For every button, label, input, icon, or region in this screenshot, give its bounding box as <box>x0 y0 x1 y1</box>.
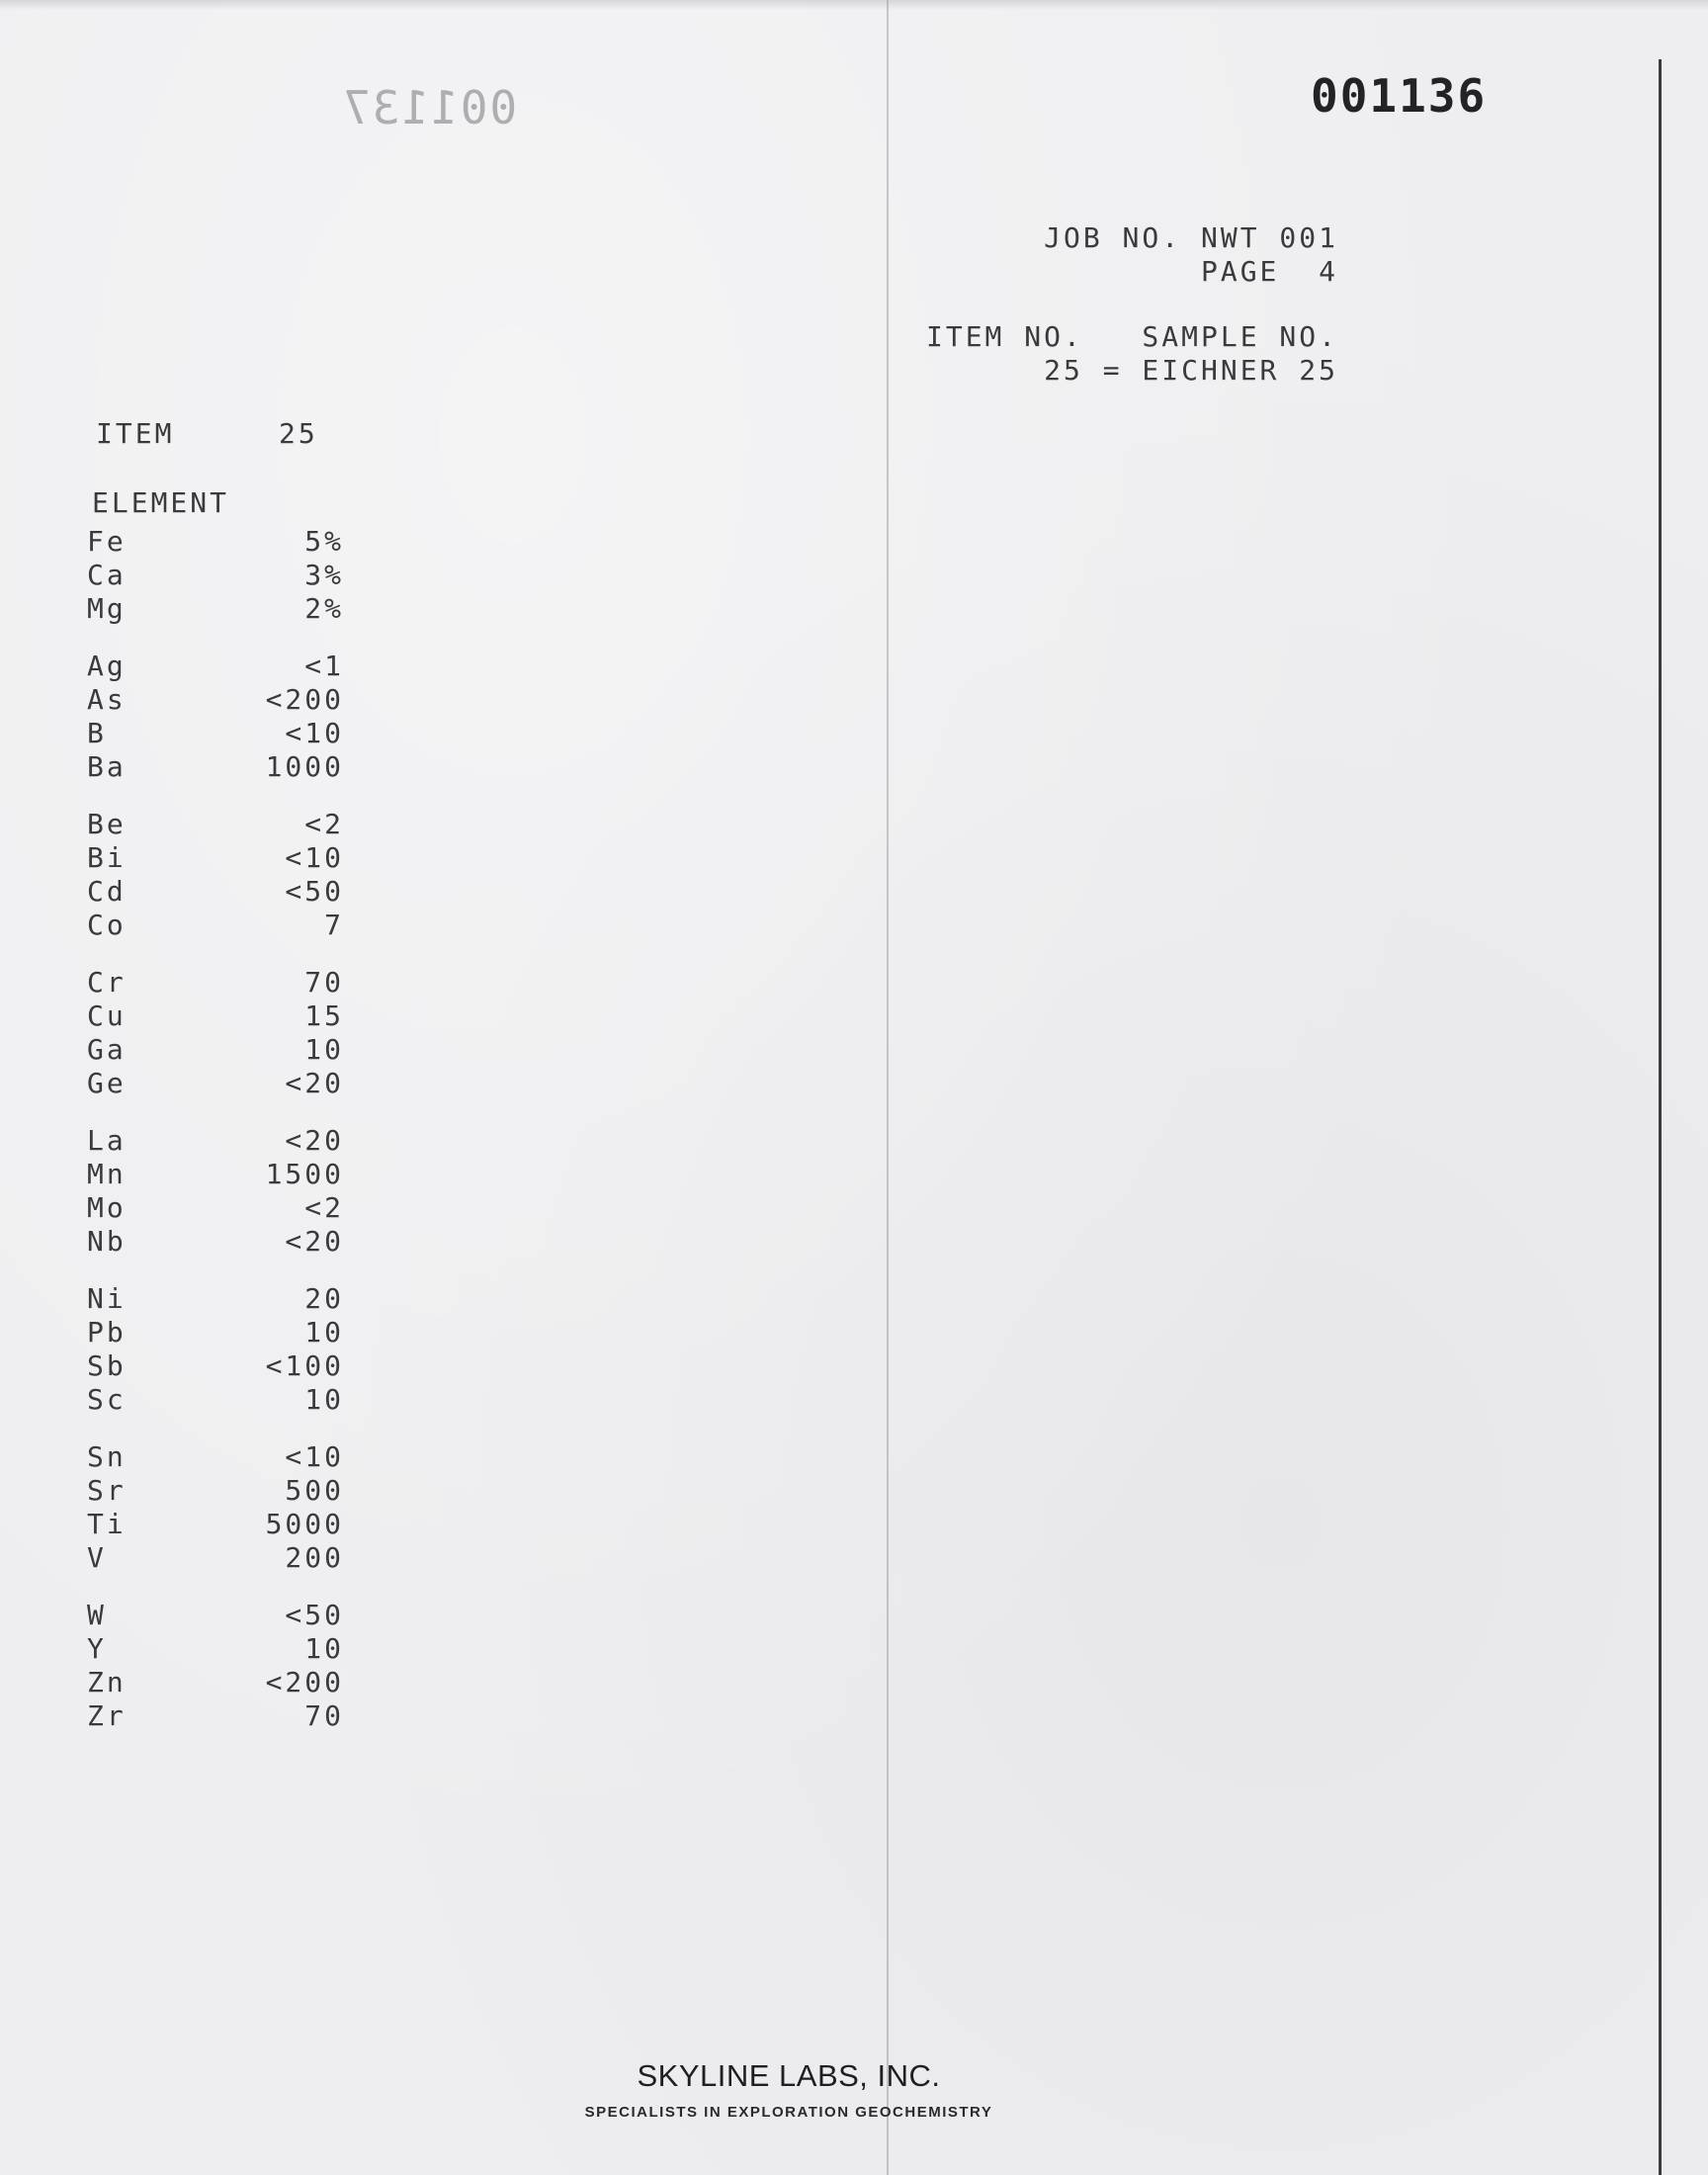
element-row <box>87 840 344 874</box>
element-row <box>87 874 344 908</box>
company-name: SKYLINE LABS, INC. <box>637 2058 941 2093</box>
element-heading: ELEMENT <box>92 486 230 519</box>
element-row <box>87 1473 344 1507</box>
element-row <box>87 1032 344 1066</box>
element-symbol: Ti <box>87 1507 127 1540</box>
element-value: 15 <box>304 999 344 1032</box>
element-row <box>87 1190 344 1224</box>
element-value: 1000 <box>265 749 344 783</box>
element-group <box>87 1123 344 1258</box>
element-row <box>87 1507 344 1540</box>
element-value: 20 <box>304 1281 344 1315</box>
element-symbol: Y <box>87 1631 107 1665</box>
element-symbol: Ba <box>87 749 127 783</box>
element-row <box>87 1631 344 1665</box>
element-symbol: V <box>87 1540 107 1574</box>
element-row <box>87 1665 344 1698</box>
element-group <box>87 965 344 1099</box>
page-label: PAGE 4 <box>1200 255 1338 288</box>
element-symbol: Co <box>87 908 127 941</box>
element-row <box>87 682 344 716</box>
element-value: <100 <box>265 1348 344 1382</box>
element-value: <10 <box>285 1439 344 1473</box>
element-row <box>87 1281 344 1315</box>
element-row <box>87 908 344 941</box>
item-sample-value: 25 = EICHNER 25 <box>1044 354 1338 387</box>
element-value: <50 <box>285 874 344 908</box>
element-value: <200 <box>265 1665 344 1698</box>
element-row <box>87 1698 344 1732</box>
element-value: 10 <box>304 1315 344 1348</box>
element-row <box>87 1157 344 1190</box>
item-label: ITEM <box>96 417 175 450</box>
element-value: 5% <box>304 524 344 558</box>
element-row <box>87 749 344 783</box>
element-row <box>87 1123 344 1157</box>
page-top-edge <box>0 0 1708 10</box>
element-symbol: Ga <box>87 1032 127 1066</box>
element-row <box>87 1348 344 1382</box>
element-value: 1500 <box>265 1157 344 1190</box>
element-group <box>87 1439 344 1574</box>
element-row <box>87 591 344 625</box>
page-right-edge <box>1659 59 1662 2175</box>
element-value: 5000 <box>265 1507 344 1540</box>
element-row <box>87 716 344 749</box>
element-symbol: Ag <box>87 649 127 682</box>
element-value: <20 <box>285 1066 344 1099</box>
element-row <box>87 965 344 999</box>
ghost-page-number: 001137 <box>341 81 518 134</box>
element-row <box>87 1540 344 1574</box>
element-row <box>87 1598 344 1631</box>
element-symbol: Zr <box>87 1698 127 1732</box>
element-group <box>87 649 344 783</box>
element-symbol: Sn <box>87 1439 127 1473</box>
element-value: <2 <box>304 1190 344 1224</box>
element-symbol: Sb <box>87 1348 127 1382</box>
element-row <box>87 1224 344 1258</box>
element-value: 10 <box>304 1032 344 1066</box>
element-value: 10 <box>304 1631 344 1665</box>
element-row <box>87 807 344 840</box>
element-row <box>87 1382 344 1416</box>
element-value: <20 <box>285 1224 344 1258</box>
element-symbol: Cd <box>87 874 127 908</box>
element-value: 2% <box>304 591 344 625</box>
fold-line <box>887 0 889 2175</box>
element-value: 7 <box>324 908 344 941</box>
element-value: 200 <box>285 1540 344 1574</box>
element-symbol: Cu <box>87 999 127 1032</box>
element-value: 70 <box>304 1698 344 1732</box>
element-row <box>87 999 344 1032</box>
element-symbol: Ge <box>87 1066 127 1099</box>
element-row <box>87 1066 344 1099</box>
element-value: 10 <box>304 1382 344 1416</box>
element-symbol: Sc <box>87 1382 127 1416</box>
element-symbol: Ni <box>87 1281 127 1315</box>
element-value: 500 <box>285 1473 344 1507</box>
element-symbol: Mo <box>87 1190 127 1224</box>
element-group <box>87 1281 344 1416</box>
element-group <box>87 1598 344 1732</box>
element-value: <1 <box>304 649 344 682</box>
element-row <box>87 558 344 591</box>
element-symbol: B <box>87 716 107 749</box>
element-symbol: Sr <box>87 1473 127 1507</box>
page-number-stamp: 001136 <box>1311 69 1488 123</box>
element-symbol: Nb <box>87 1224 127 1258</box>
element-value: 70 <box>304 965 344 999</box>
element-symbol: Ca <box>87 558 127 591</box>
element-symbol: Be <box>87 807 127 840</box>
element-row <box>87 649 344 682</box>
element-symbol: Cr <box>87 965 127 999</box>
element-value: 3% <box>304 558 344 591</box>
element-symbol: Fe <box>87 524 127 558</box>
element-value: <200 <box>265 682 344 716</box>
element-symbol: La <box>87 1123 127 1157</box>
element-value: <10 <box>285 716 344 749</box>
company-tagline: SPECIALISTS IN EXPLORATION GEOCHEMISTRY <box>584 2104 993 2121</box>
item-value: 25 <box>279 417 318 450</box>
element-value: <2 <box>304 807 344 840</box>
element-symbol: Mg <box>87 591 127 625</box>
element-group <box>87 807 344 941</box>
element-symbol: Zn <box>87 1665 127 1698</box>
element-symbol: Pb <box>87 1315 127 1348</box>
element-symbol: As <box>87 682 127 716</box>
element-row <box>87 1315 344 1348</box>
element-value: <50 <box>285 1598 344 1631</box>
job-number: JOB NO. NWT 001 <box>1044 221 1338 254</box>
item-sample-heading: ITEM NO. SAMPLE NO. <box>925 320 1338 353</box>
element-row <box>87 1439 344 1473</box>
element-row <box>87 524 344 558</box>
element-table <box>87 524 344 1756</box>
element-symbol: W <box>87 1598 107 1631</box>
element-value: <10 <box>285 840 344 874</box>
element-symbol: Mn <box>87 1157 127 1190</box>
element-symbol: Bi <box>87 840 127 874</box>
element-value: <20 <box>285 1123 344 1157</box>
element-group <box>87 524 344 625</box>
